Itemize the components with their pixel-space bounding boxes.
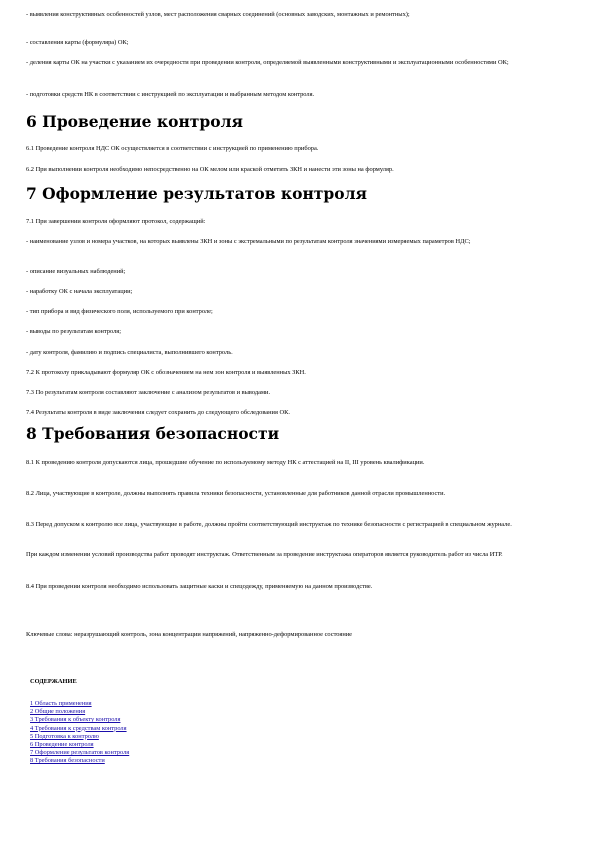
paragraph: 7.4 Результаты контроля в виде заключения следует сохранить до следующего обследования ОК.: [26, 409, 290, 416]
paragraph: 8.4 При проведении контроля необходимо использовать защитные каски и спецодежду, применяемую на данном производстве.: [26, 583, 373, 590]
bullet-paragraph: - составления карты (формуляра) ОК;: [26, 39, 129, 46]
section-heading-6: 6 Проведение контроля: [26, 112, 243, 131]
toc-item: [30, 708, 129, 716]
toc-link-5[interactable]: 5 Подготовка к контролю: [30, 732, 99, 740]
toc-link-4[interactable]: 4 Требования к средствам контроля: [30, 724, 127, 732]
toc-item: [30, 725, 129, 733]
bullet-paragraph: - подготовки средств НК в соответствии с инструкцией по эксплуатации и выбранным методом контроля.: [26, 91, 315, 98]
toc-list: [30, 700, 129, 766]
toc-link-7[interactable]: 7 Оформление результатов контроля: [30, 749, 130, 757]
toc-title: СОДЕРЖАНИЕ: [30, 678, 77, 685]
paragraph: 8.2 Лица, участвующие в контроле, должны выполнять правила техники безопасности, установленные для работников данной отрасли промышленности.: [26, 490, 446, 497]
paragraph: - тип прибора и вид физического поля, используемого при контроле;: [26, 308, 213, 315]
paragraph: - наименование узлов и номера участков, на которых выявлены ЗКН и зоны с экстремальными по результатам контроля значениями измеряемых параметров НДС;: [26, 238, 471, 245]
paragraph: 7.2 К протоколу прикладывают формуляр ОК с обозначением на нем зон контроля и выявленных ЗКН.: [26, 369, 306, 376]
paragraph: 7.1 При завершении контроля оформляют протокол, содержащий:: [26, 218, 206, 225]
paragraph: 6.1 Проведение контроля НДС ОК осуществляется в соответствии с инструкцией по применению прибора.: [26, 145, 319, 152]
toc-item: [30, 749, 129, 757]
section-heading-8: 8 Требования безопасности: [26, 424, 280, 443]
paragraph: - выводы по результатам контроля;: [26, 328, 122, 335]
paragraph: 8.1 К проведению контроля допускаются лица, прошедшие обучение по используемому методу НК с аттестацией на II, III уровень квалификации.: [26, 459, 425, 466]
toc-item: [30, 733, 129, 741]
keywords-line: Ключевые слова: неразрушающий контроль, зона концентрации напряжений, напряженно-деформированное состояние: [26, 631, 352, 638]
paragraph: 8.3 Перед допуском к контролю все лица, участвующие в работе, должны пройти соответствующий инструктаж по технике безопасности с регистрацией в специальном журнале.: [26, 521, 512, 528]
toc-link-2[interactable]: 2 Общие положения: [30, 708, 86, 716]
bullet-paragraph: - выявления конструктивных особенностей узлов, мест расположения сварных соединений (основных заводских, монтажных и ремонтных);: [26, 11, 410, 18]
paragraph: 7.3 По результатам контроля составляют заключение с анализом результатов и выводами.: [26, 389, 271, 396]
toc-link-1[interactable]: 1 Область применения: [30, 700, 92, 707]
paragraph: 6.2 При выполнении контроля необходимо непосредственно на ОК мелом или краской отметить ЗКН и нанести эти зоны на формуляр.: [26, 166, 394, 173]
paragraph: - дату контроля, фамилию и подпись специалиста, выполнившего контроль.: [26, 349, 233, 356]
paragraph: При каждом изменении условий производства работ проводят инструктаж. Ответственным за проведение инструктажа операторов является руководитель работ из числа ИТР.: [26, 551, 503, 558]
toc-item: [30, 716, 129, 724]
toc-item: [30, 757, 129, 765]
paragraph: - описание визуальных наблюдений;: [26, 268, 126, 275]
toc-item: [30, 741, 129, 749]
section-heading-7: 7 Оформление результатов контроля: [26, 184, 367, 203]
toc-link-6[interactable]: 6 Проведение контроля: [30, 741, 94, 749]
paragraph: - наработку ОК с начала эксплуатации;: [26, 288, 133, 295]
bullet-paragraph: - деления карты ОК на участки с указанием их очередности при проведении контроля, определяемой выявленными конструктивными и эксплуатационными особенностями ОК;: [26, 59, 509, 66]
toc-item: [30, 700, 129, 708]
toc-link-3[interactable]: 3 Требования к объекту контроля: [30, 716, 121, 724]
toc-link-8[interactable]: 8 Требования безопасности: [30, 757, 105, 765]
